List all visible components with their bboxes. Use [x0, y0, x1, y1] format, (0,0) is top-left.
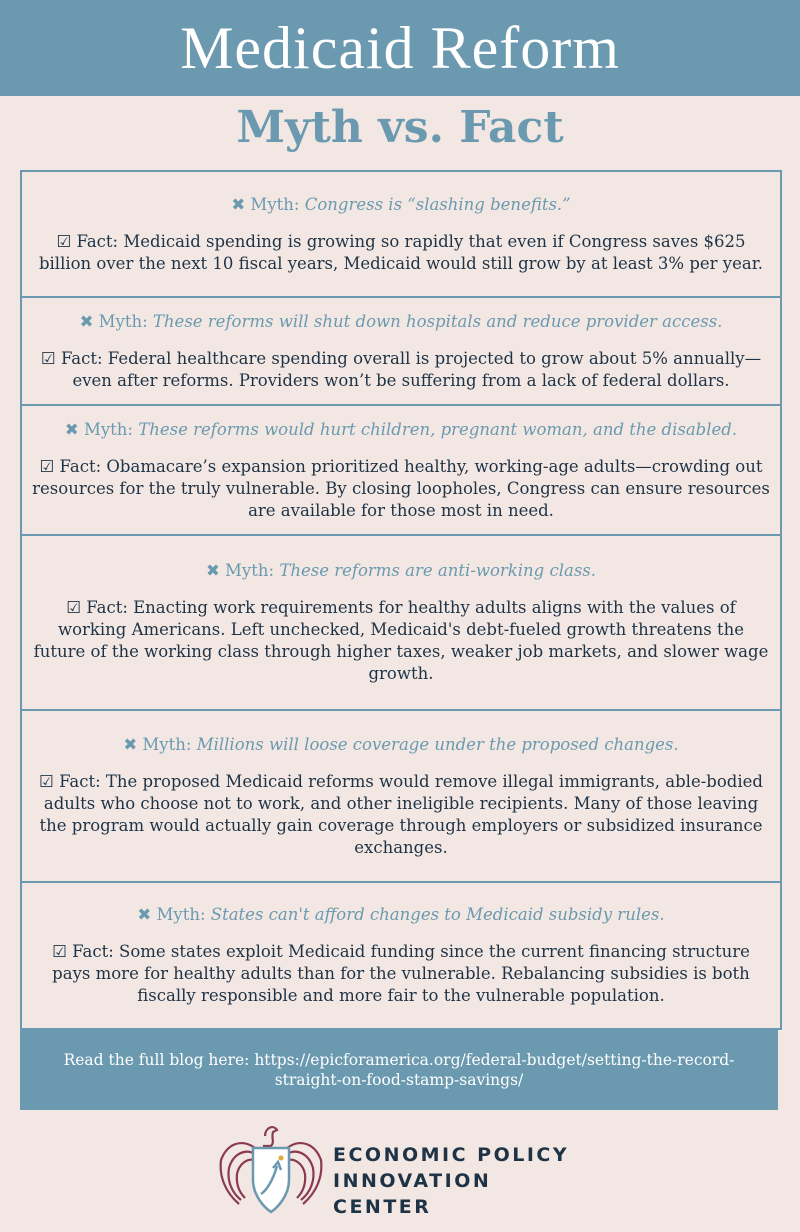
myth-text: These reforms would hurt children, pregnant woman, and the disabled. [138, 419, 738, 439]
myth-text: These reforms are anti-working class. [279, 561, 597, 580]
footer-link-text[interactable]: Read the full blog here: https://epicforamerica.org/federal-budget/setting-the-record-straight-on-food-stamp-savings/ [63, 1051, 735, 1089]
myth-line [32, 734, 770, 755]
myth-fact-item [22, 172, 780, 298]
fact-text: ☑ Fact: Enacting work requirements for healthy adults aligns with the values of working Americans. Left unchecked, Medicaid's debt-fueled growth threatens the future of the working class through higher taxes, weaker job markets, and slower wage growth. [33, 598, 769, 683]
myth-fact-item [22, 711, 780, 883]
footer-link-bar[interactable] [20, 1030, 778, 1110]
fact-text: ☑ Fact: The proposed Medicaid reforms would remove illegal immigrants, able-bodied adults who choose not to work, and other ineligible recipients. Many of those leaving the program would actually gain coverage through employers or subsidized insurance exchanges. [39, 771, 763, 857]
myth-label: ✖ Myth: [64, 419, 139, 439]
myth-text: These reforms will shut down hospitals and reduce provider access. [152, 311, 723, 331]
fact-text: ☑ Fact: Federal healthcare spending overall is projected to grow about 5% annually—even after reforms. Providers won’t be suffering from a lack of federal dollars. [40, 348, 762, 390]
myth-fact-item [22, 298, 780, 406]
myth-line [32, 419, 770, 440]
eagle-shield-icon [215, 1118, 327, 1218]
myth-fact-list [20, 170, 782, 1030]
myth-line [32, 560, 770, 581]
page-title: Medicaid Reform [180, 15, 620, 81]
myth-label: ✖ Myth: [79, 311, 153, 331]
myth-line [32, 904, 770, 925]
fact-text: ☑ Fact: Some states exploit Medicaid funding since the current financing structure pays more for healthy adults than for the vulnerable. Rebalancing subsidies is both fiscally responsible and more fair to the vulnerable population. [52, 942, 750, 1005]
myth-text: States can't afford changes to Medicaid subsidy rules. [210, 905, 665, 924]
myth-label: ✖ Myth: [205, 561, 280, 580]
myth-label: ✖ Myth: [231, 194, 305, 214]
myth-line [32, 194, 770, 215]
logo-line-2: INNOVATION CENTER [333, 1170, 492, 1218]
myth-text: Millions will loose coverage under the proposed changes. [196, 734, 679, 754]
myth-fact-item [22, 536, 780, 711]
page-subtitle: Myth vs. Fact [236, 102, 564, 153]
logo-text [333, 1142, 595, 1220]
title-banner [0, 0, 800, 96]
fact-text: ☑ Fact: Medicaid spending is growing so rapidly that even if Congress saves $625 billion over the next 10 fiscal years, Medicaid would still grow by at least 3% per year. [38, 231, 764, 273]
myth-fact-item [22, 883, 780, 1030]
logo-line-1: ECONOMIC POLICY [333, 1144, 570, 1166]
myth-text: Congress is “slashing benefits.” [304, 194, 571, 214]
myth-fact-item [22, 406, 780, 536]
fact-text: ☑ Fact: Obamacare’s expansion prioritized healthy, working-age adults—crowding out resources for the truly vulnerable. By closing loopholes, Congress can ensure resources are available for those most in need. [32, 456, 770, 520]
logo [215, 1118, 595, 1218]
myth-label: ✖ Myth: [123, 734, 197, 754]
myth-label: ✖ Myth: [137, 905, 211, 924]
myth-line [32, 311, 770, 332]
